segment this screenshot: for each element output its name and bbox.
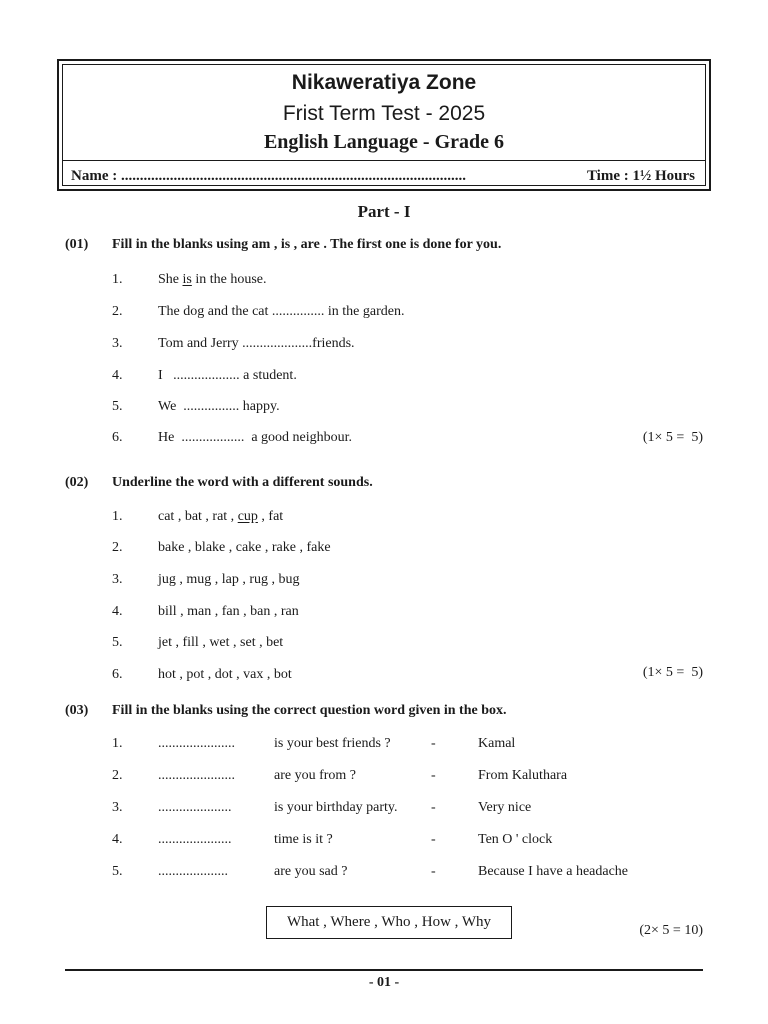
item-number: 6. (112, 667, 123, 682)
question-phrase: is your birthday party. (274, 800, 398, 815)
zone-title: Nikaweratiya Zone (291, 71, 477, 94)
item-number: 1. (112, 736, 123, 751)
question-text: Fill in the blanks using am , is , are . The first one is done for you. (112, 237, 502, 252)
dash-separator: - (431, 736, 436, 751)
question-number: (01) (65, 237, 89, 252)
item-text: bill , man , fan , ban , ran (158, 604, 299, 619)
item-text: She is in the house. (158, 272, 267, 287)
item-number: 5. (112, 399, 123, 414)
item-text: The dog and the cat ............... in the garden. (158, 304, 405, 319)
item-number: 2. (112, 304, 123, 319)
answer-blank: ..................... (158, 800, 232, 815)
question-text: Underline the word with a different sounds. (112, 475, 373, 490)
item-number: 5. (112, 635, 123, 650)
name-field: Name : ............................................................................................ (71, 168, 466, 184)
header-box (57, 59, 711, 191)
dash-separator: - (431, 768, 436, 783)
item-number: 4. (112, 604, 123, 619)
marks-allocation: (1× 5 = 5) (642, 430, 703, 445)
item-text: He .................. a good neighbour. (158, 430, 353, 445)
header-inner-border (62, 64, 706, 186)
item-number: 5. (112, 864, 123, 879)
item-text: We ................ happy. (158, 399, 280, 414)
item-number: 3. (112, 572, 123, 587)
item-text: jug , mug , lap , rug , bug (158, 572, 300, 587)
item-text: Tom and Jerry ....................friends. (158, 336, 355, 351)
item-number: 2. (112, 540, 123, 555)
item-number: 3. (112, 336, 123, 351)
underlined-answer: cup (237, 509, 258, 524)
page-number: - 01 - (368, 975, 400, 990)
question-phrase: are you from ? (274, 768, 357, 783)
subject-title: English Language - Grade 6 (263, 131, 505, 153)
marks-allocation: (1× 5 = 5) (642, 665, 703, 680)
item-number: 4. (112, 832, 123, 847)
footer-divider (65, 969, 703, 971)
dash-separator: - (431, 832, 436, 847)
answer-blank: ...................... (158, 736, 235, 751)
answer-phrase: Very nice (478, 800, 532, 815)
item-number: 4. (112, 368, 123, 383)
item-text: jet , fill , wet , set , bet (158, 635, 284, 650)
dash-separator: - (431, 864, 436, 879)
item-text: cat , bat , rat , cup , fat (158, 509, 284, 524)
item-number: 1. (112, 272, 123, 287)
marks-allocation: (2× 5 = 10) (639, 923, 703, 938)
question-phrase: are you sad ? (274, 864, 348, 879)
word-box: What , Where , Who , How , Why (266, 906, 512, 939)
answer-phrase: Kamal (478, 736, 516, 751)
question-text: Fill in the blanks using the correct question word given in the box. (112, 703, 507, 718)
item-number: 2. (112, 768, 123, 783)
answer-phrase: Because I have a headache (478, 864, 629, 879)
item-text: I ................... a student. (158, 368, 297, 383)
item-text: hot , pot , dot , vax , bot (158, 667, 292, 682)
answer-phrase: From Kaluthara (478, 768, 568, 783)
answer-blank: ..................... (158, 832, 232, 847)
question-number: (03) (65, 703, 89, 718)
question-phrase: is your best friends ? (274, 736, 391, 751)
item-number: 3. (112, 800, 123, 815)
part-title: Part - I (357, 202, 411, 221)
question-phrase: time is it ? (274, 832, 333, 847)
header-divider (63, 160, 705, 161)
item-number: 1. (112, 509, 123, 524)
answer-blank: .................... (158, 864, 228, 879)
answer-phrase: Ten O ' clock (478, 832, 553, 847)
dash-separator: - (431, 800, 436, 815)
item-number: 6. (112, 430, 123, 445)
test-title: Frist Term Test - 2025 (282, 102, 486, 125)
underlined-answer: is (182, 272, 192, 287)
answer-blank: ...................... (158, 768, 235, 783)
time-label: Time : 1½ Hours (586, 168, 695, 184)
question-number: (02) (65, 475, 89, 490)
item-text: bake , blake , cake , rake , fake (158, 540, 331, 555)
